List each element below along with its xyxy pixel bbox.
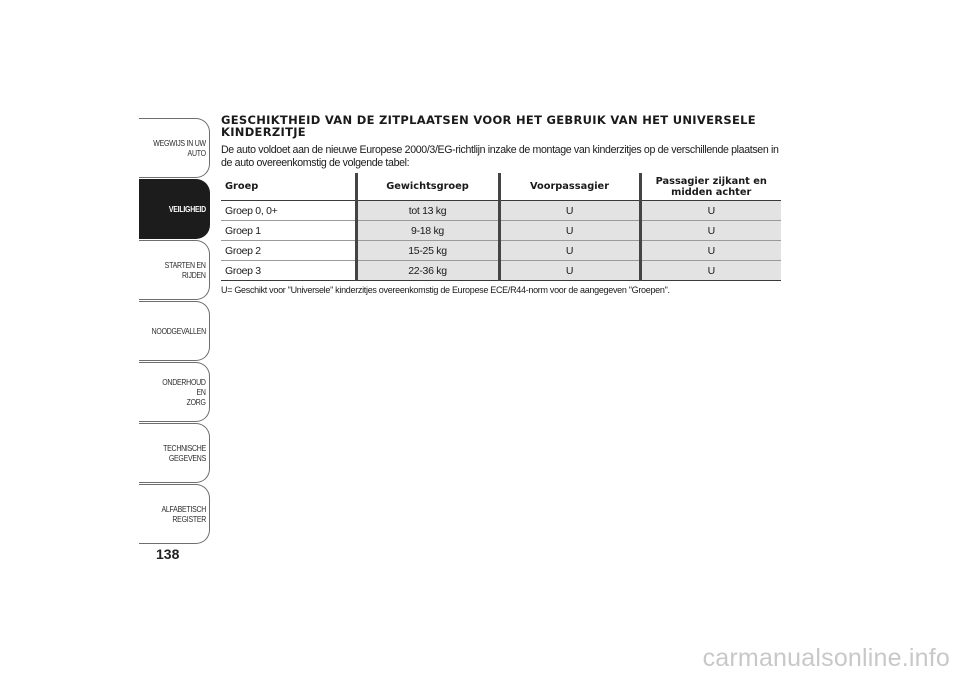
sidebar-tab-wegwijs[interactable] [139,118,210,178]
table-cell-gewicht: tot 13 kg [356,201,499,221]
table-cell-groep: Groep 2 [221,241,356,261]
table-row [221,221,781,241]
page-number: 138 [156,546,180,562]
table-cell-groep: Groep 0, 0+ [221,201,356,221]
table-cell-voorpassagier: U [499,201,640,221]
sidebar-tab-label: VEILIGHEID [168,204,206,214]
sidebar-tab-register[interactable] [139,484,210,544]
sidebar-tab-label: WEGWIJS IN UW AUTO [153,138,206,158]
column-header-voorpassagier: Voorpassagier [499,173,640,201]
table-cell-groep: Groep 3 [221,261,356,281]
table-cell-achter: U [640,241,781,261]
table-cell-gewicht: 15-25 kg [356,241,499,261]
table-cell-voorpassagier: U [499,261,640,281]
table-cell-groep: Groep 1 [221,221,356,241]
sidebar-tab-technische[interactable] [139,423,210,483]
table-cell-voorpassagier: U [499,241,640,261]
intro-paragraph: De auto voldoet aan de nieuwe Europese 2000/3/EG-richtlijn inzake de montage van kinderzitjes op de verschillende plaatsen in de auto overeenkomstig de volgende tabel: [221,144,779,169]
sidebar-tab-onderhoud[interactable] [139,362,210,422]
table-header-row [221,173,781,201]
sidebar-tab-label: ALFABETISCH REGISTER [161,504,206,524]
column-header-gewichtsgroep: Gewichtsgroep [356,173,499,201]
sidebar-tab-noodgevallen[interactable] [139,301,210,361]
column-header-passagier-achter: Passagier zijkant en midden achter [640,173,781,201]
sidebar-tab-label: STARTEN EN RIJDEN [164,260,206,280]
sidebar-tab-label: NOODGEVALLEN [151,326,206,336]
section-heading: GESCHIKTHEID VAN DE ZITPLAATSEN VOOR HET GEBRUIK VAN HET UNIVERSELE KINDERZITJE [221,113,756,139]
table-row [221,241,781,261]
column-header-groep: Groep [221,173,356,201]
sidebar-tab-starten[interactable] [139,240,210,300]
table-cell-gewicht: 22-36 kg [356,261,499,281]
sidebar-tab-label: ONDERHOUD EN ZORG [162,377,206,407]
table-cell-voorpassagier: U [499,221,640,241]
table-cell-achter: U [640,261,781,281]
table-footnote: U= Geschikt voor "Universele" kinderzitjes overeenkomstig de Europese ECE/R44-norm voor de aangegeven "Groepen". [221,285,670,295]
child-seat-table [221,173,781,281]
table-cell-gewicht: 9-18 kg [356,221,499,241]
table-cell-achter: U [640,201,781,221]
table-cell-achter: U [640,221,781,241]
watermark: carmanualsonline.info [702,644,950,672]
sidebar-tab-veiligheid[interactable] [139,179,210,239]
table-row [221,201,781,221]
table-row [221,261,781,281]
sidebar-tab-label: TECHNISCHE GEGEVENS [162,443,206,463]
